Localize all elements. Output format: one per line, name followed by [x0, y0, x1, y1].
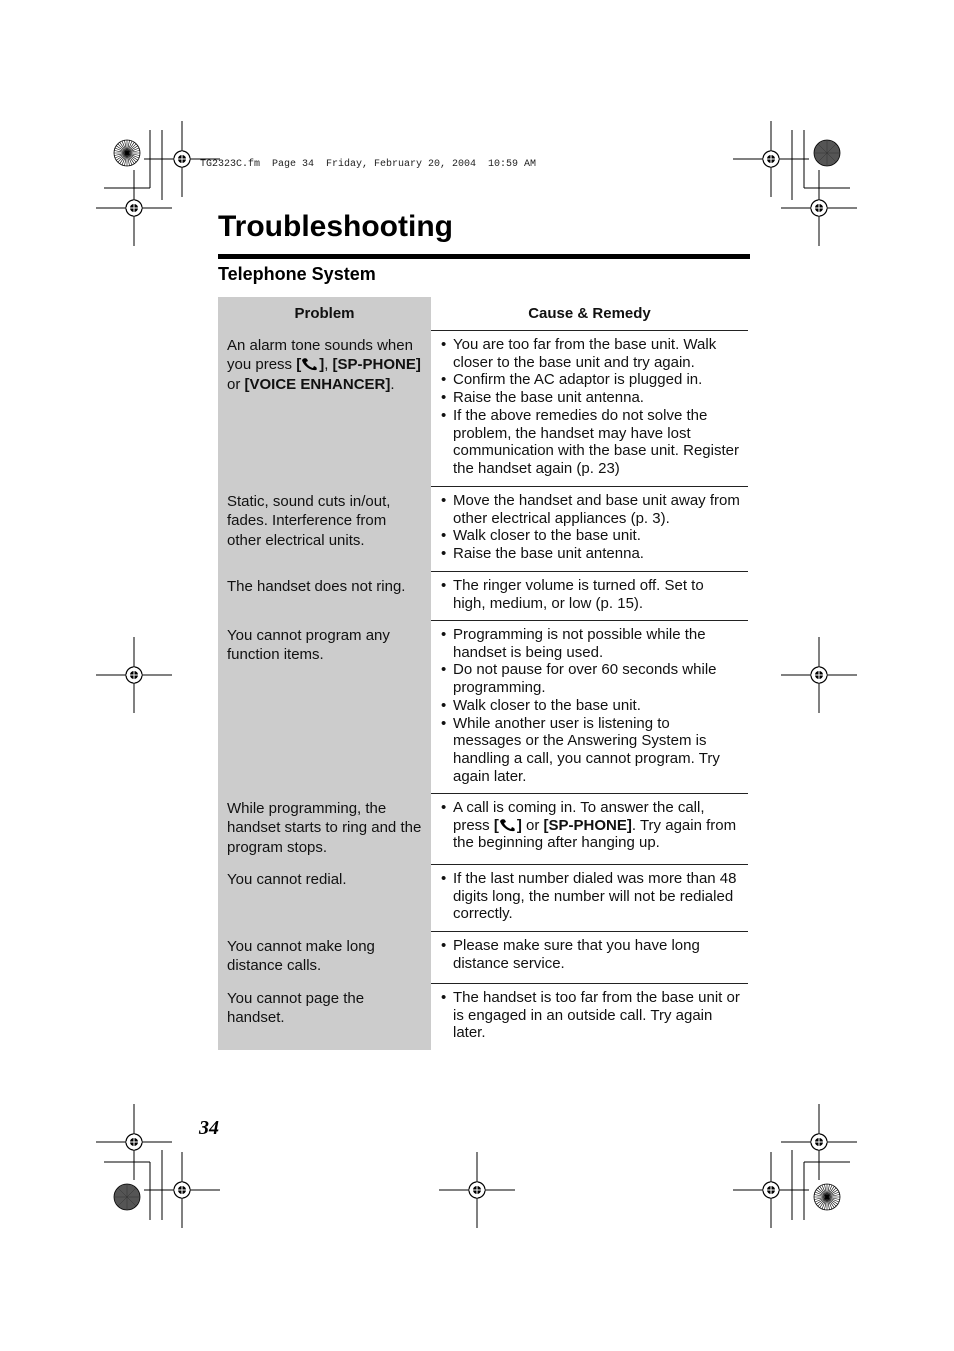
- table-header-row: [218, 297, 748, 331]
- remedy-item: • The ringer volume is turned off. Set to high, medium, or low (p. 15).: [441, 577, 740, 612]
- problem-cell: You cannot redial.: [218, 865, 431, 932]
- header-cause-remedy: Cause & Remedy: [431, 297, 748, 331]
- remedy-item: • Raise the base unit antenna.: [441, 389, 740, 407]
- problem-cell: You cannot make long distance calls.: [218, 932, 431, 984]
- remedy-cell: [431, 794, 748, 865]
- troubleshooting-table: [218, 297, 748, 1050]
- crosshair-registration-icon: [96, 1104, 172, 1180]
- table-row: [218, 331, 748, 487]
- remedy-item: • Walk closer to the base unit.: [441, 697, 740, 715]
- remedy-item: • Walk closer to the base unit.: [441, 527, 740, 545]
- crosshair-registration-icon: [96, 170, 172, 246]
- remedy-cell: [431, 984, 748, 1050]
- remedy-cell: [431, 572, 748, 621]
- table-row: [218, 794, 748, 865]
- remedy-cell: [431, 932, 748, 984]
- remedy-item: • Move the handset and base unit away from other electrical appliances (p. 3).: [441, 492, 740, 527]
- remedy-item: • Confirm the AC adaptor is plugged in.: [441, 371, 740, 389]
- remedy-item: • Raise the base unit antenna.: [441, 545, 740, 563]
- remedy-item: • Programming is not possible while the handset is being used.: [441, 626, 740, 661]
- remedy-cell: [431, 621, 748, 794]
- remedy-item: • While another user is listening to messages or the Answering System is handling a call, you cannot program. Try again later.: [441, 715, 740, 786]
- remedy-cell: [431, 865, 748, 932]
- page-number: 34: [199, 1117, 219, 1139]
- starburst-target-icon: [814, 140, 840, 166]
- crosshair-registration-icon: [733, 1152, 809, 1228]
- phone-handset-icon: [301, 357, 319, 371]
- remedy-item: • If the last number dialed was more than 48 digits long, the number will not be redialed correctly.: [441, 870, 740, 923]
- problem-cell: While programming, the handset starts to ring and the program stops.: [218, 794, 431, 865]
- starburst-target-icon: [814, 1184, 840, 1210]
- problem-cell: You cannot program any function items.: [218, 621, 431, 794]
- crosshair-registration-icon: [144, 1152, 220, 1228]
- starburst-target-icon: [114, 1184, 140, 1210]
- crosshair-registration-icon: [733, 121, 809, 197]
- remedy-item: • You are too far from the base unit. Walk closer to the base unit and try again.: [441, 336, 740, 371]
- file-header: TG2323C.fm Page 34 Friday, February 20, 2004 10:59 AM: [200, 159, 537, 170]
- problem-cell: An alarm tone sounds when you press [ ], [SP-PHONE] or [VOICE ENHANCER].: [218, 331, 431, 487]
- table-row: [218, 487, 748, 572]
- problem-cell: You cannot page the handset.: [218, 984, 431, 1050]
- table-row: [218, 621, 748, 794]
- table-row: [218, 572, 748, 621]
- title-rule: [218, 254, 750, 259]
- remedy-item: • A call is coming in. To answer the call, press [ ] or [SP-PHONE]. Try again from the beginning after hanging up.: [441, 799, 740, 852]
- page-title: Troubleshooting: [218, 210, 453, 243]
- remedy-item: • If the above remedies do not solve the problem, the handset may have lost communication with the base unit. Register the handset again (p. 23): [441, 407, 740, 478]
- crosshair-registration-icon: [439, 1152, 515, 1228]
- table-row: [218, 932, 748, 984]
- remedy-cell: [431, 487, 748, 572]
- section-heading: Telephone System: [218, 264, 376, 284]
- crosshair-registration-icon: [96, 637, 172, 713]
- crosshair-registration-icon: [781, 637, 857, 713]
- phone-handset-icon: [499, 818, 517, 832]
- remedy-item: • Do not pause for over 60 seconds while programming.: [441, 661, 740, 696]
- starburst-target-icon: [114, 140, 140, 166]
- problem-cell: The handset does not ring.: [218, 572, 431, 621]
- table-row: [218, 984, 748, 1050]
- remedy-item: • Please make sure that you have long distance service.: [441, 937, 740, 972]
- table-row: [218, 865, 748, 932]
- remedy-cell: [431, 331, 748, 487]
- remedy-item: • The handset is too far from the base unit or is engaged in an outside call. Try again later.: [441, 989, 740, 1042]
- problem-cell: Static, sound cuts in/out, fades. Interference from other electrical units.: [218, 487, 431, 572]
- header-problem: Problem: [218, 297, 431, 331]
